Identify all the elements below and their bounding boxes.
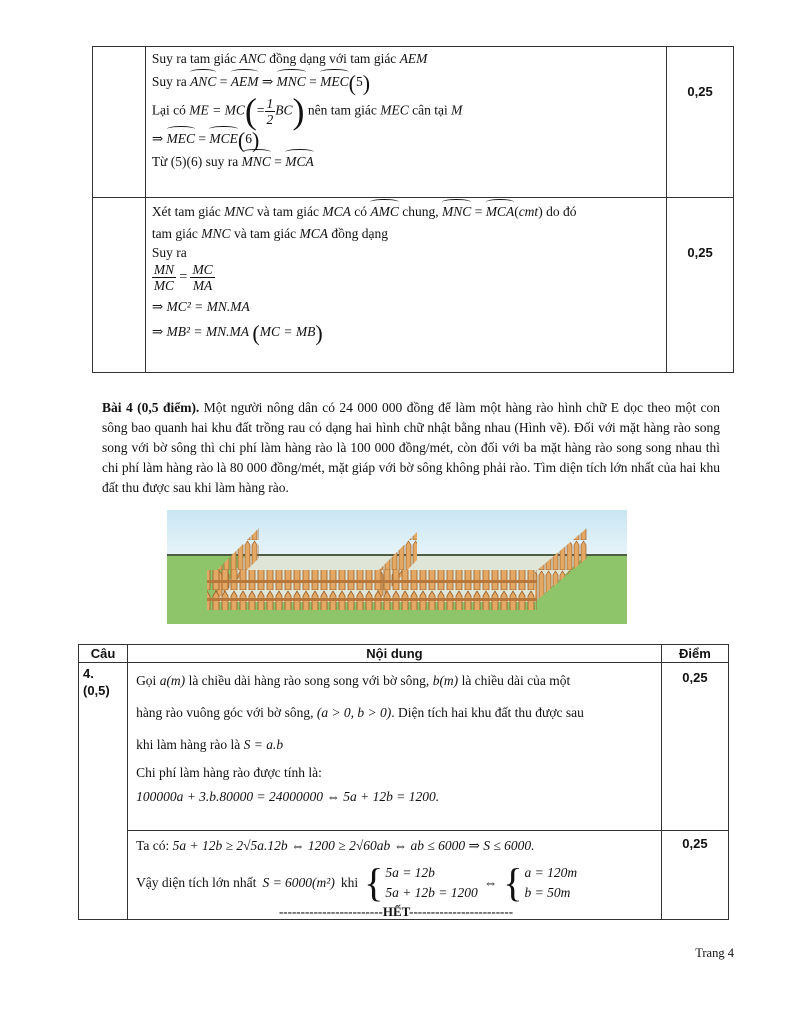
table-row	[93, 47, 734, 198]
score: 0,25	[682, 670, 708, 685]
content-cell: Ta có: 5a + 12b ≥ 2√5a.12b ⇔ 1200 ≥ 2√60ab ⇔ ab ≤ 6000 ⇒ S ≤ 6000. Vậy diện tích lớn nhất S = 6000(m²) khi { 5a = 12b 5a + 12b = 1200 ⇔ { a = 120m b = 50m	[128, 831, 662, 920]
header-cau: Câu	[79, 645, 128, 663]
question-number: 4.	[83, 666, 94, 681]
content-cell: Gọi a(m) là chiều dài hàng rào song song với bờ sông, b(m) là chiều dài của một hàng rào vuông góc với bờ sông, (a > 0, b > 0). Diện tích hai khu đất thu được sau khi làm hàng rào là S = a.b Chi phí làm hàng rào được tính là: 100000a + 3.b.80000 = 24000000 ⇔ 5a + 12b = 1200.	[128, 663, 662, 831]
page-number: Trang 4	[695, 946, 734, 960]
front-fence-rail-top	[207, 580, 537, 583]
question-points: (0,5)	[83, 683, 110, 698]
front-fence	[207, 570, 537, 610]
score-cell	[667, 47, 734, 198]
table-row	[79, 663, 729, 831]
end-mark: ------------------------HẾT------------------------	[278, 904, 514, 919]
problem-statement	[102, 398, 720, 498]
problem-title: Bài 4 (0,5 điểm).	[102, 400, 200, 415]
empty-cell	[93, 47, 146, 198]
header-diem: Điểm	[661, 645, 728, 663]
fence-illustration	[167, 510, 627, 624]
equation-system-2: { a = 120m b = 50m	[503, 860, 578, 905]
table-row	[93, 198, 734, 373]
score: 0,25	[682, 836, 708, 851]
empty-cell	[93, 198, 146, 373]
content-cell: Suy ra tam giác ANC đồng dạng với tam giác AEM Suy ra ANC = AEM ⇒ MNC = MEC(5) Lại có ME = MC(= $\frac{1}{2}$ BC) nên tam giác MEC cân tại M ⇒ MEC = MCE(6) Từ (5)(6) suy ra MNC = MCA	[145, 47, 666, 198]
sky	[167, 510, 627, 556]
equation-system-1: { 5a = 12b 5a + 12b = 1200	[364, 860, 478, 905]
table-header-row	[79, 645, 729, 663]
score: 0,25	[687, 245, 713, 260]
front-fence-rail-bottom	[207, 598, 537, 601]
score: 0,25	[687, 84, 713, 99]
answer-table	[78, 644, 729, 920]
top-solution-table	[92, 46, 734, 373]
problem-text: Một người nông dân có 24 000 000 đồng để làm một hàng rào hình chữ E dọc theo một con sông bao quanh hai khu đất trồng rau có dạng hai hình chữ nhật bằng nhau (Hình vẽ). Đối với mặt hàng rào song song với bờ sông thì chi phí làm hàng rào là 100 000 đồng/mét, còn đối với ba mặt hàng rào song song nhau thì chi phí làm hàng rào là 80 000 đồng/mét, mặt giáp với bờ sông không phải rào. Tìm diện tích lớn nhất của hai khu đất thu được sau khi làm hàng rào.	[102, 400, 720, 495]
score-cell	[667, 198, 734, 373]
content-cell: Xét tam giác MNC và tam giác MCA có AMC chung, MNC = MCA(cmt) do đó tam giác MNC và tam giác MCA đồng dạng Suy ra $\frac{MN}{MC}$ = $\frac{MC}{MA}$ ⇒ MC² = MN.MA ⇒ MB² = MN.MA (MC = MB)	[145, 198, 666, 373]
score-cell	[661, 663, 728, 831]
question-number-cell	[79, 663, 128, 920]
header-noi-dung: Nội dung	[128, 645, 662, 663]
